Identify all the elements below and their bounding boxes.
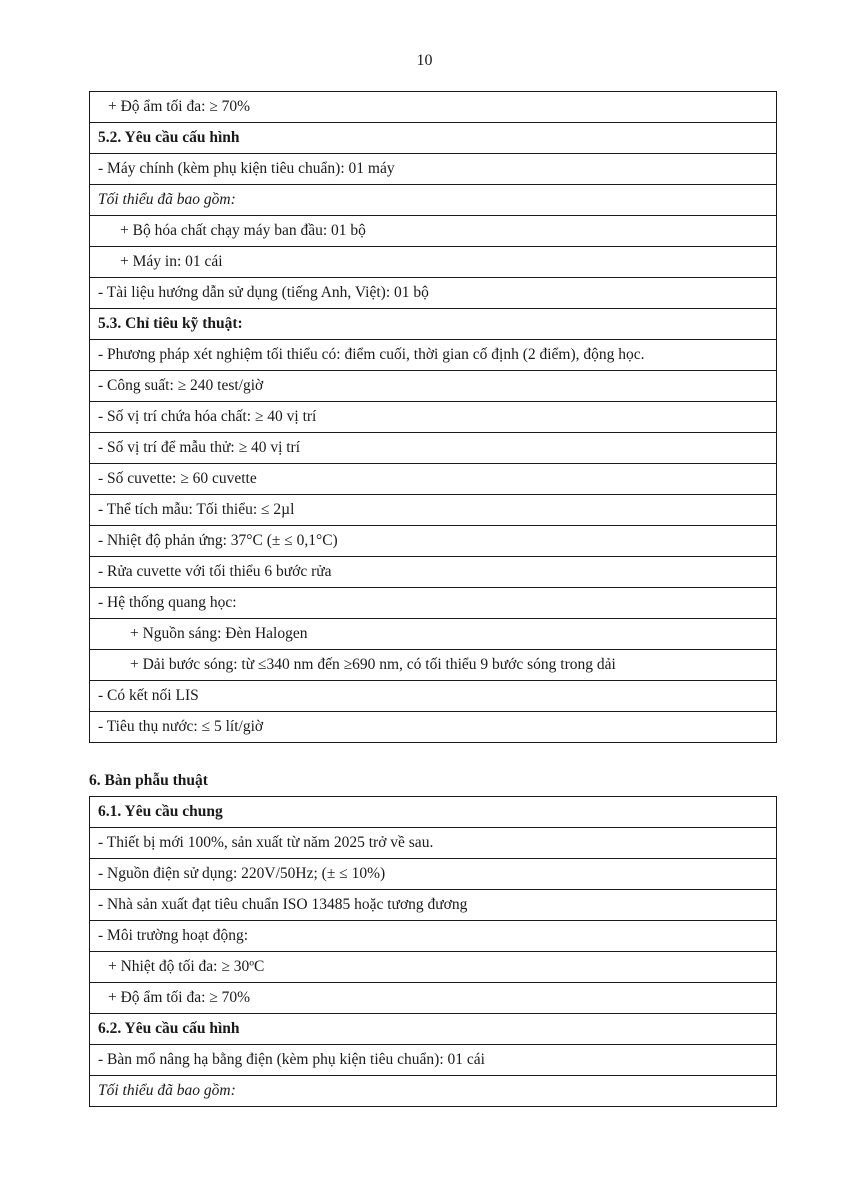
table-row [90,650,777,681]
table-row [90,681,777,712]
spec-item: - Môi trường hoạt động: [90,921,777,952]
spec-item: - Công suất: ≥ 240 test/giờ [90,371,777,402]
table-row [90,495,777,526]
spec-note: Tối thiểu đã bao gồm: [90,1076,777,1107]
table-row [90,712,777,743]
table-row [90,278,777,309]
spec-item: - Nguồn điện sử dụng: 220V/50Hz; (± ≤ 10%) [90,859,777,890]
table-row [90,828,777,859]
table-row [90,247,777,278]
table-row [90,619,777,650]
spec-table-body [90,92,777,743]
spec-subheading: 6.2. Yêu cầu cấu hình [90,1014,777,1045]
spec-subitem: + Bộ hóa chất chạy máy ban đầu: 01 bộ [90,216,777,247]
spec-item: - Phương pháp xét nghiệm tối thiểu có: điểm cuối, thời gian cố định (2 điểm), động học. [90,340,777,371]
spec-subitem: + Độ ẩm tối đa: ≥ 70% [90,92,777,123]
table-row [90,402,777,433]
section-title-operating-table: 6. Bàn phẫu thuật [89,772,208,789]
table-row [90,952,777,983]
spec-item: - Tài liệu hướng dẫn sử dụng (tiếng Anh, Việt): 01 bộ [90,278,777,309]
spec-item: - Hệ thống quang học: [90,588,777,619]
table-row [90,433,777,464]
spec-subheading: 6.1. Yêu cầu chung [90,797,777,828]
spec-item: - Thể tích mẫu: Tối thiểu: ≤ 2µl [90,495,777,526]
spec-subheading: 5.2. Yêu cầu cấu hình [90,123,777,154]
table-row [90,154,777,185]
table-row [90,340,777,371]
spec-item: - Nhiệt độ phản ứng: 37°C (± ≤ 0,1°C) [90,526,777,557]
spec-item: - Máy chính (kèm phụ kiện tiêu chuẩn): 01 máy [90,154,777,185]
table-row [90,890,777,921]
spec-subitem: + Dải bước sóng: từ ≤340 nm đến ≥690 nm, có tối thiểu 9 bước sóng trong dải [90,650,777,681]
table-row [90,92,777,123]
table-row [90,983,777,1014]
table-row [90,216,777,247]
spec-item: - Số vị trí chứa hóa chất: ≥ 40 vị trí [90,402,777,433]
spec-item: - Có kết nối LIS [90,681,777,712]
spec-item: - Số vị trí để mẫu thử: ≥ 40 vị trí [90,433,777,464]
spec-subitem: + Nhiệt độ tối đa: ≥ 30ºC [90,952,777,983]
spec-subitem: + Máy in: 01 cái [90,247,777,278]
table-row [90,526,777,557]
spec-item: - Rửa cuvette với tối thiểu 6 bước rửa [90,557,777,588]
table-row [90,309,777,340]
spec-item: - Số cuvette: ≥ 60 cuvette [90,464,777,495]
table-row [90,123,777,154]
spec-item: - Nhà sản xuất đạt tiêu chuẩn ISO 13485 hoặc tương đương [90,890,777,921]
table-row [90,464,777,495]
spec-item: - Tiêu thụ nước: ≤ 5 lít/giờ [90,712,777,743]
spec-subitem: + Nguồn sáng: Đèn Halogen [90,619,777,650]
spec-subheading: 5.3. Chỉ tiêu kỹ thuật: [90,309,777,340]
spec-item: - Thiết bị mới 100%, sản xuất từ năm 2025 trở về sau. [90,828,777,859]
table-row [90,371,777,402]
table-row [90,1045,777,1076]
spec-item: - Bàn mổ nâng hạ bằng điện (kèm phụ kiện tiêu chuẩn): 01 cái [90,1045,777,1076]
spec-table-section-5 [89,91,777,743]
spec-table-body [90,797,777,1107]
table-row [90,588,777,619]
spec-subitem: + Độ ẩm tối đa: ≥ 70% [90,983,777,1014]
table-row [90,185,777,216]
table-row [90,797,777,828]
spec-note: Tối thiểu đã bao gồm: [90,185,777,216]
table-row [90,1076,777,1107]
table-row [90,859,777,890]
page-number: 10 [416,52,433,69]
table-row [90,557,777,588]
table-row [90,1014,777,1045]
table-row [90,921,777,952]
spec-table-section-6 [89,796,777,1107]
